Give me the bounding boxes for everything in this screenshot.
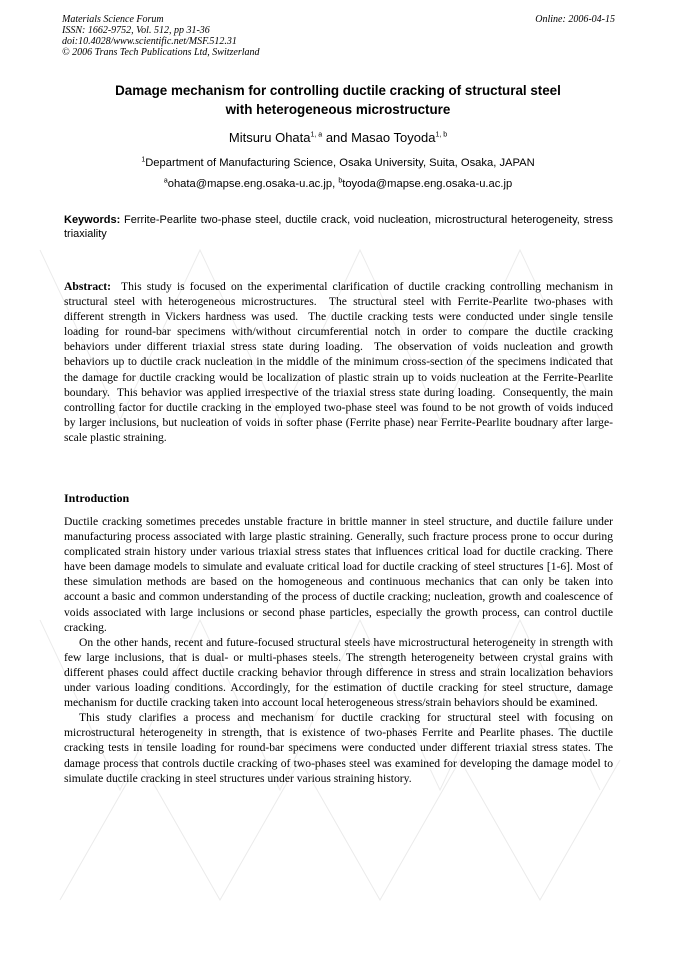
abstract-section: [64, 279, 616, 445]
affiliation: [62, 156, 614, 170]
email-a-marker: a: [163, 177, 168, 185]
abstract-label: Abstract:: [64, 280, 112, 293]
author-ohata-affil: 1, a: [310, 131, 323, 139]
keywords-section: [64, 213, 613, 241]
email-b-marker: b: [338, 177, 343, 185]
online-date: Online: 2006-04-15: [535, 14, 615, 25]
author-conjunction: and: [322, 130, 352, 145]
journal-doi: doi:10.4028/www.scientific.net/MSF.512.31: [62, 36, 237, 47]
intro-paragraph-2: On the other hands, recent and future-focused structural steels have microstructural heterogeneity in strength with few large inclusions, that is dual- or multi-phases steels. The strength heterogeneity between crystal grains with different phases could affect ductile cracking behavior through difference in stress and strain localization behaviors under various loading conditions. Accordingly, for the estimation of ductile cracking for steel structure, damage mechanism for ductile cracking taken into account local heterogeneous stress/strain behaviors should be examined.: [64, 635, 613, 710]
keywords-label: Keywords:: [64, 214, 121, 226]
intro-paragraph-1: Ductile cracking sometimes precedes unstable fracture in brittle manner in steel structure, and ductile failure under manufacturing process associated with large plastic straining. Generally, such fracture process prone to occur during complicated strain history under various triaxial stress states that influences critical load for ductile cracking. There have been damage models to simulate and evaluate critical load for ductile cracking of steel structures [1-6]. Most of these simulation methods are based on the homogeneous and continuous mechanics that can only be taken into account a basic and common understanding of the process of ductile cracking; nucleation, growth and coalescence of voids associated with large inclusions or second phase particles, especially the growth process, can control ductile cracking.: [64, 515, 613, 634]
journal-name: Materials Science Forum: [62, 14, 164, 25]
author-toyoda: Masao Toyoda: [351, 130, 436, 145]
title-line-1: Damage mechanism for controlling ductile cracking of structural steel: [115, 83, 561, 98]
journal-copyright: © 2006 Trans Tech Publications Ltd, Switzerland: [62, 47, 260, 58]
title-line-2: with heterogeneous microstructure: [225, 102, 451, 117]
introduction-heading: Introduction: [64, 491, 130, 505]
author-ohata: Mitsuru Ohata: [228, 130, 311, 145]
affiliation-marker: 1: [141, 156, 146, 164]
introduction-body: [64, 514, 613, 786]
email-ohata[interactable]: ohata@mapse.eng.osaka-u.ac.jp,: [167, 178, 339, 190]
journal-issn: ISSN: 1662-9752, Vol. 512, pp 31-36: [62, 25, 210, 36]
paper-title: [62, 81, 614, 119]
intro-paragraph-3: This study clarifies a process and mechanism for ductile cracking for structural steel with focusing on microstructural heterogeneity in strength, that is existence of two-phases Ferrite and Pearlite phases. The ductile cracking tests in tensile loading for round-bar specimens were conducted under different triaxial stress states. The damage process that controls ductile cracking of two-phases steel was examined for developing the damage model to simulate ductile cracking in steel structures under various straining history.: [64, 711, 613, 785]
journal-header: [62, 14, 260, 58]
author-emails: [62, 177, 614, 191]
abstract-text: This study is focused on the experimental clarification of ductile cracking controlling mechanism in structural steel with heterogeneous microstructures. The structural steel with Ferrite-Pearlite two-phases with different strength in Vickers hardness was used. The ductile cracking tests were conducted under single tensile loading for round-bar specimens with/without circumferential notch in order to compare the ductile cracking behaviors under different triaxial stress state during loading. The observation of voids nucleation and growth behaviors up to ductile crack nucleation in the middle of the minimum cross-section of the specimens indicated that the damage for ductile cracking would be localization of plastic strain up to voids nucleation at the Ferrite-Pearlite boundary. This behavior was applied irrespective of the triaxial stress state during loading. Consequently, the main controlling factor for ductile cracking in the employed two-phase steel was found to be not growth of voids induced by larger inclusions, but nucleation of voids in softer phase (Ferrite phase) near Ferrite-Pearlite boudnary after large-scale plastic straining.: [64, 280, 616, 444]
author-list: [62, 129, 614, 147]
author-toyoda-affil: 1, b: [435, 131, 448, 139]
affiliation-text: Department of Manufacturing Science, Osaka University, Suita, Osaka, JAPAN: [145, 157, 535, 169]
email-toyoda[interactable]: toyoda@mapse.eng.osaka-u.ac.jp: [342, 178, 513, 190]
keywords-text: Ferrite-Pearlite two-phase steel, ductile crack, void nucleation, microstructural heterogeneity, stress triaxiality: [64, 214, 613, 240]
